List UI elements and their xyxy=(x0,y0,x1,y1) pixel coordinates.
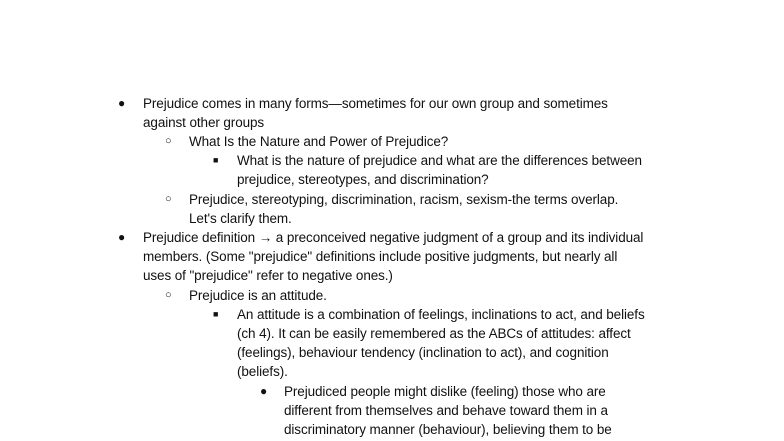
list-item-text-line: different from themselves and behave toward them in a xyxy=(284,402,608,418)
list-item xyxy=(118,94,608,132)
list-item-text-line: Prejudice comes in many forms—sometimes for our own group and sometimes xyxy=(143,95,608,111)
bullet-icon: ○ xyxy=(165,192,172,205)
list-item-text-line: Prejudiced people might dislike (feeling) those who are xyxy=(284,383,606,399)
list-item-text-line: discriminatory manner (behaviour), believing them to be xyxy=(284,421,612,437)
list-item xyxy=(213,305,645,382)
bullet-icon: ■ xyxy=(213,155,219,166)
bullet-icon: ○ xyxy=(165,288,172,301)
bullet-icon: ○ xyxy=(165,134,172,147)
list-item xyxy=(118,228,644,286)
bullet-icon: ● xyxy=(118,229,126,244)
list-item xyxy=(165,286,327,305)
list-item-text-line: Prejudice definition → a preconceived negative judgment of a group and its individual xyxy=(143,229,644,245)
list-item-text-line: What Is the Nature and Power of Prejudice? xyxy=(189,133,449,149)
list-item-text-line: Let's clarify them. xyxy=(189,210,292,226)
list-item-text-line: against other groups xyxy=(143,114,265,130)
list-item-text-line: (ch 4). It can be easily remembered as the ABCs of attitudes: affect xyxy=(237,325,631,341)
list-item xyxy=(165,132,449,151)
list-item xyxy=(213,151,642,189)
list-item-text-line: (beliefs). xyxy=(237,364,288,380)
list-item-text-line: members. (Some "prejudice" definitions include positive judgments, but nearly all xyxy=(143,249,618,265)
list-item-text-line: Prejudice, stereotyping, discrimination, racism, sexism-the terms overlap. xyxy=(189,191,619,207)
bullet-icon: ● xyxy=(118,95,126,110)
list-item-text-line: An attitude is a combination of feelings, inclinations to act, and beliefs xyxy=(237,306,645,322)
bullet-icon: ● xyxy=(260,383,268,398)
list-item-text-line: Prejudice is an attitude. xyxy=(189,287,327,303)
list-item-text-line: (feelings), behaviour tendency (inclination to act), and cognition xyxy=(237,345,609,361)
list-item-text-line: prejudice, stereotypes, and discrimination? xyxy=(237,172,489,188)
list-item-text-line: What is the nature of prejudice and what are the differences between xyxy=(237,153,642,169)
list-item xyxy=(165,190,619,228)
list-item xyxy=(260,382,612,440)
bullet-icon: ■ xyxy=(213,308,219,319)
list-item-text-line: uses of "prejudice" refer to negative ones.) xyxy=(143,268,393,284)
